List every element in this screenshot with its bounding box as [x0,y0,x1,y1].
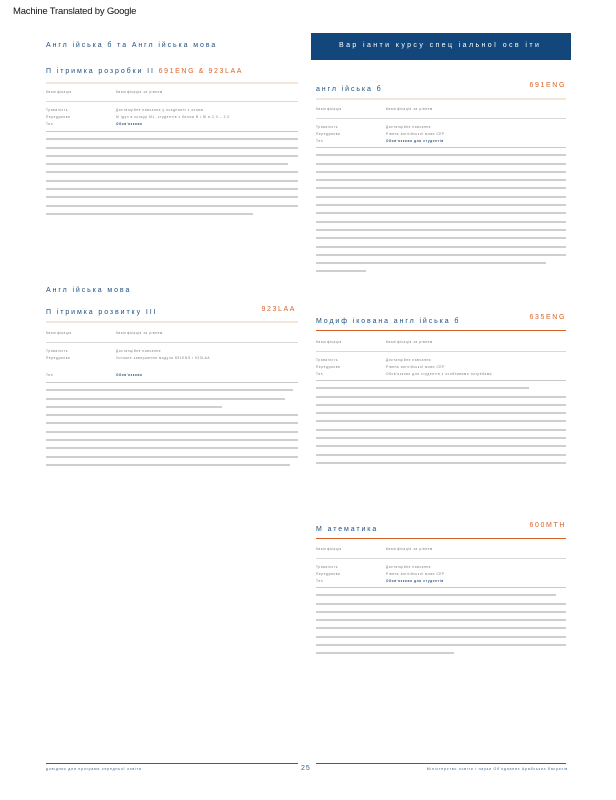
info-row: Кваліфікація Кваліфікація за рівнем [316,107,433,111]
info-row: Передумови М ідул в конкур М1, студентів з балом В і Ю в 2,0 – 2,0 [46,115,230,119]
info-row: Тривалість Дистанційне навчання [316,125,431,129]
right-block-3 [316,520,566,654]
info-row: Тривалість Дистанційне навчання [46,349,161,353]
divider [316,587,566,588]
section-subtitle [46,60,298,78]
divider [316,558,566,559]
right-block-2 [316,312,566,464]
info-row: Тип Обов'язково [46,122,143,126]
body-paragraph [316,154,566,272]
course-title: Модиф ікована англ ійська б [316,318,461,325]
divider [46,342,298,343]
info-row: Тип Обов'язково для студентів [316,139,444,143]
body-paragraph [46,389,298,466]
section-title: Англ ійська б та Англ ійська мова [46,42,218,49]
course-code: 691ENG [529,82,566,89]
course-code: 923LAA [261,306,296,313]
right-block-1 [316,80,566,272]
info-row: Тип Обов'язково для студентів з особливими потребами [316,372,493,376]
footer-left-text: довідник для програми середньої освіти [46,767,142,771]
course-title: М атематика [316,526,379,533]
divider [46,131,298,132]
info-row: Кваліфікація Кваліфікація за рівнем [316,547,433,551]
info-row: Кваліфікація Кваліфікація за рівнем [316,340,433,344]
left-column-block2 [46,287,298,466]
left-column [46,42,298,215]
footer-rule-left [46,763,298,764]
divider [316,380,566,381]
page-number: 25 [301,765,311,772]
divider [316,118,566,119]
info-row: Тривалість Дистанційне навчання [316,358,431,362]
info-row: Передумови Рівень англійської мови СЕР [316,132,445,136]
divider [316,351,566,352]
info-row: Кваліфікація Кваліфікація за рівнем [46,90,163,94]
info-row: Тип Обов'язково для студентів [316,579,444,583]
section-title: Англ ійська мова [46,287,132,294]
divider [46,382,298,383]
footer-rule-right [316,763,566,764]
subtitle-text: П ітримка розробки II [46,68,159,75]
footer-right-text: Міністерство освіти і науки Об'єднаних Арабських Еміратів [426,767,568,771]
course-title: англ ійська б [316,86,383,93]
info-row: Кваліфікація Кваліфікація за рівнем [46,331,163,335]
banner-title: Вар іанти курсу спец іальної осв іти [339,42,542,49]
body-paragraph [316,387,566,464]
course-code: 691ENG & 923LAA [158,68,243,75]
section-subtitle: П ітримка розвитку III [46,309,158,316]
info-row: Тривалість Дистанційне навчання у поєднанні з очним [46,108,204,112]
divider [316,147,566,148]
info-row: Передумови Успішне завершення модуля 691ENG і 923LAA [46,356,211,360]
course-code: 635ENG [529,314,566,321]
section-banner [311,33,571,60]
info-row: Тривалість Дистанційне навчання [316,565,431,569]
info-row: Передумови Рівень англійської мови СЕР [316,365,445,369]
course-code: 600MTH [529,522,566,529]
machine-translated-watermark: Machine Translated by Google [13,6,137,17]
body-paragraph [46,138,298,215]
info-row: Тип Обов'язково [46,373,143,377]
info-row: Передумови Рівень англійської мови СЕР [316,572,445,576]
divider [46,101,298,102]
body-paragraph [316,594,566,654]
